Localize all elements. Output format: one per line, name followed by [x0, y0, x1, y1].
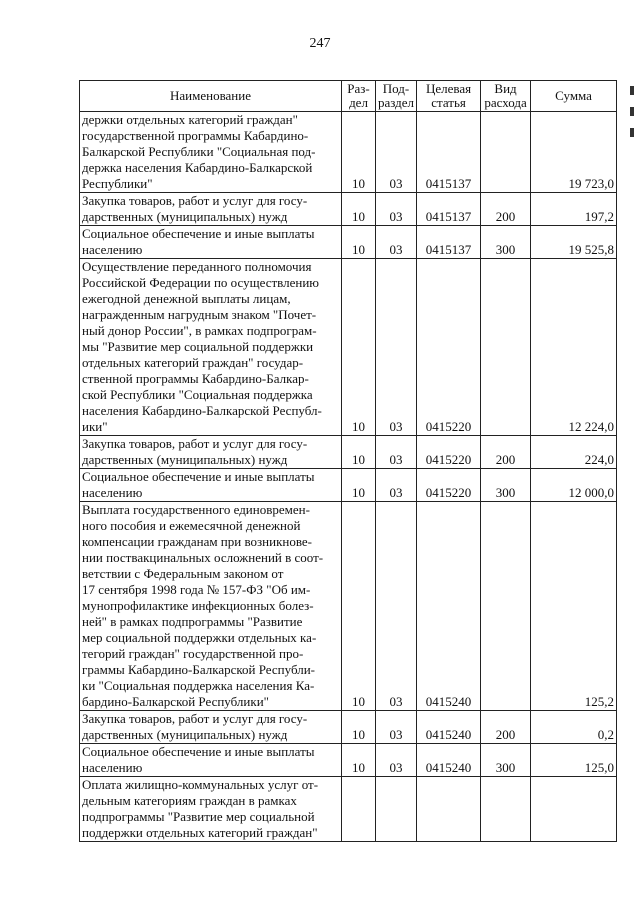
table-row [80, 711, 617, 744]
header-name: Наименование [80, 81, 342, 112]
table-row [80, 744, 617, 777]
edge-marks [630, 86, 640, 149]
cell-subsection: 03 [376, 193, 417, 226]
cell-name: держки отдельных категорий граждан" государственной программы Кабардино- Балкарской Республики "Социальная под- держка населения Кабардино-Балкарской Республики" [80, 112, 342, 193]
cell-sum: 19 525,8 [531, 226, 617, 259]
edge-mark [630, 86, 634, 95]
cell-expense-type: 200 [481, 193, 531, 226]
table-row [80, 502, 617, 711]
cell-sum: 0,2 [531, 711, 617, 744]
cell-sum: 197,2 [531, 193, 617, 226]
cell-expense-type: 300 [481, 744, 531, 777]
page-number: 247 [309, 36, 331, 51]
cell-name: Осуществление переданного полномочия Российской Федерации по осуществлению ежегодной денежной выплаты лицам, награжденным нагрудным знаком "Почет- ный донор России", в рамках подпрограм- мы "Развитие мер социальной поддержки отдельных категорий граждан" государ- ственной программы Кабардино-Балкар- ской Республики "Социальная поддержка населения Кабардино-Балкарской Республ- ики" [80, 259, 342, 436]
table-row [80, 777, 617, 842]
table-row [80, 436, 617, 469]
cell-expense-type: 300 [481, 469, 531, 502]
cell-subsection: 03 [376, 226, 417, 259]
edge-mark [630, 128, 634, 137]
cell-name: Закупка товаров, работ и услуг для госу- дарственных (муниципальных) нужд [80, 436, 342, 469]
cell-section: 10 [342, 711, 376, 744]
cell-sum: 125,0 [531, 744, 617, 777]
cell-section: 10 [342, 259, 376, 436]
cell-section: 10 [342, 502, 376, 711]
edge-mark [630, 107, 634, 116]
cell-target-article: 0415220 [417, 469, 481, 502]
cell-sum: 12 000,0 [531, 469, 617, 502]
budget-table [79, 80, 617, 842]
table-row [80, 226, 617, 259]
cell-name: Закупка товаров, работ и услуг для госу- дарственных (муниципальных) нужд [80, 711, 342, 744]
cell-name: Социальное обеспечение и иные выплаты населению [80, 226, 342, 259]
cell-target-article: 0415137 [417, 193, 481, 226]
cell-target-article: 0415240 [417, 744, 481, 777]
cell-subsection: 03 [376, 436, 417, 469]
cell-subsection: 03 [376, 744, 417, 777]
cell-expense-type [481, 502, 531, 711]
cell-subsection [376, 777, 417, 842]
cell-expense-type [481, 777, 531, 842]
cell-name: Социальное обеспечение и иные выплаты населению [80, 744, 342, 777]
cell-subsection: 03 [376, 469, 417, 502]
cell-sum: 12 224,0 [531, 259, 617, 436]
header-subsection: Под- раздел [376, 81, 417, 112]
cell-expense-type: 200 [481, 711, 531, 744]
cell-name: Выплата государственного единовремен- ного пособия и ежемесячной денежной компенсации гражданам при возникнове- нии поствакцинальных осложнений в соот- ветствии с Федеральным законом от 17 сентября 1998 года № 157-ФЗ "Об им- мунопрофилактике инфекционных болез- ней" в рамках подпрограммы "Развитие мер социальной поддержки отдельных ка- тегорий граждан" государственной про- граммы Кабардино-Балкарской Республи- ки "Социальная поддержка населения Ка- бардино-Балкарской Республики" [80, 502, 342, 711]
cell-target-article: 0415137 [417, 226, 481, 259]
cell-expense-type [481, 259, 531, 436]
cell-section: 10 [342, 112, 376, 193]
table-row [80, 112, 617, 193]
cell-section: 10 [342, 744, 376, 777]
cell-section: 10 [342, 193, 376, 226]
table-header-row [80, 81, 617, 112]
table-row [80, 469, 617, 502]
cell-sum: 19 723,0 [531, 112, 617, 193]
cell-section: 10 [342, 469, 376, 502]
cell-name: Оплата жилищно-коммунальных услуг от- дельным категориям граждан в рамках подпрограммы "Развитие мер социальной поддержки отдельных категорий граждан" [80, 777, 342, 842]
cell-target-article: 0415240 [417, 502, 481, 711]
cell-target-article: 0415137 [417, 112, 481, 193]
cell-target-article: 0415240 [417, 711, 481, 744]
cell-name: Социальное обеспечение и иные выплаты населению [80, 469, 342, 502]
cell-expense-type [481, 112, 531, 193]
header-expense-type: Вид расхода [481, 81, 531, 112]
cell-sum: 224,0 [531, 436, 617, 469]
cell-subsection: 03 [376, 502, 417, 711]
cell-expense-type: 300 [481, 226, 531, 259]
cell-section [342, 777, 376, 842]
cell-sum: 125,2 [531, 502, 617, 711]
cell-subsection: 03 [376, 112, 417, 193]
cell-subsection: 03 [376, 711, 417, 744]
cell-target-article: 0415220 [417, 259, 481, 436]
header-target-article: Целевая статья [417, 81, 481, 112]
cell-section: 10 [342, 436, 376, 469]
table-row [80, 259, 617, 436]
header-sum: Сумма [531, 81, 617, 112]
header-section: Раз- дел [342, 81, 376, 112]
cell-subsection: 03 [376, 259, 417, 436]
cell-expense-type: 200 [481, 436, 531, 469]
cell-target-article [417, 777, 481, 842]
cell-name: Закупка товаров, работ и услуг для госу- дарственных (муниципальных) нужд [80, 193, 342, 226]
cell-section: 10 [342, 226, 376, 259]
table-row [80, 193, 617, 226]
cell-target-article: 0415220 [417, 436, 481, 469]
cell-sum [531, 777, 617, 842]
